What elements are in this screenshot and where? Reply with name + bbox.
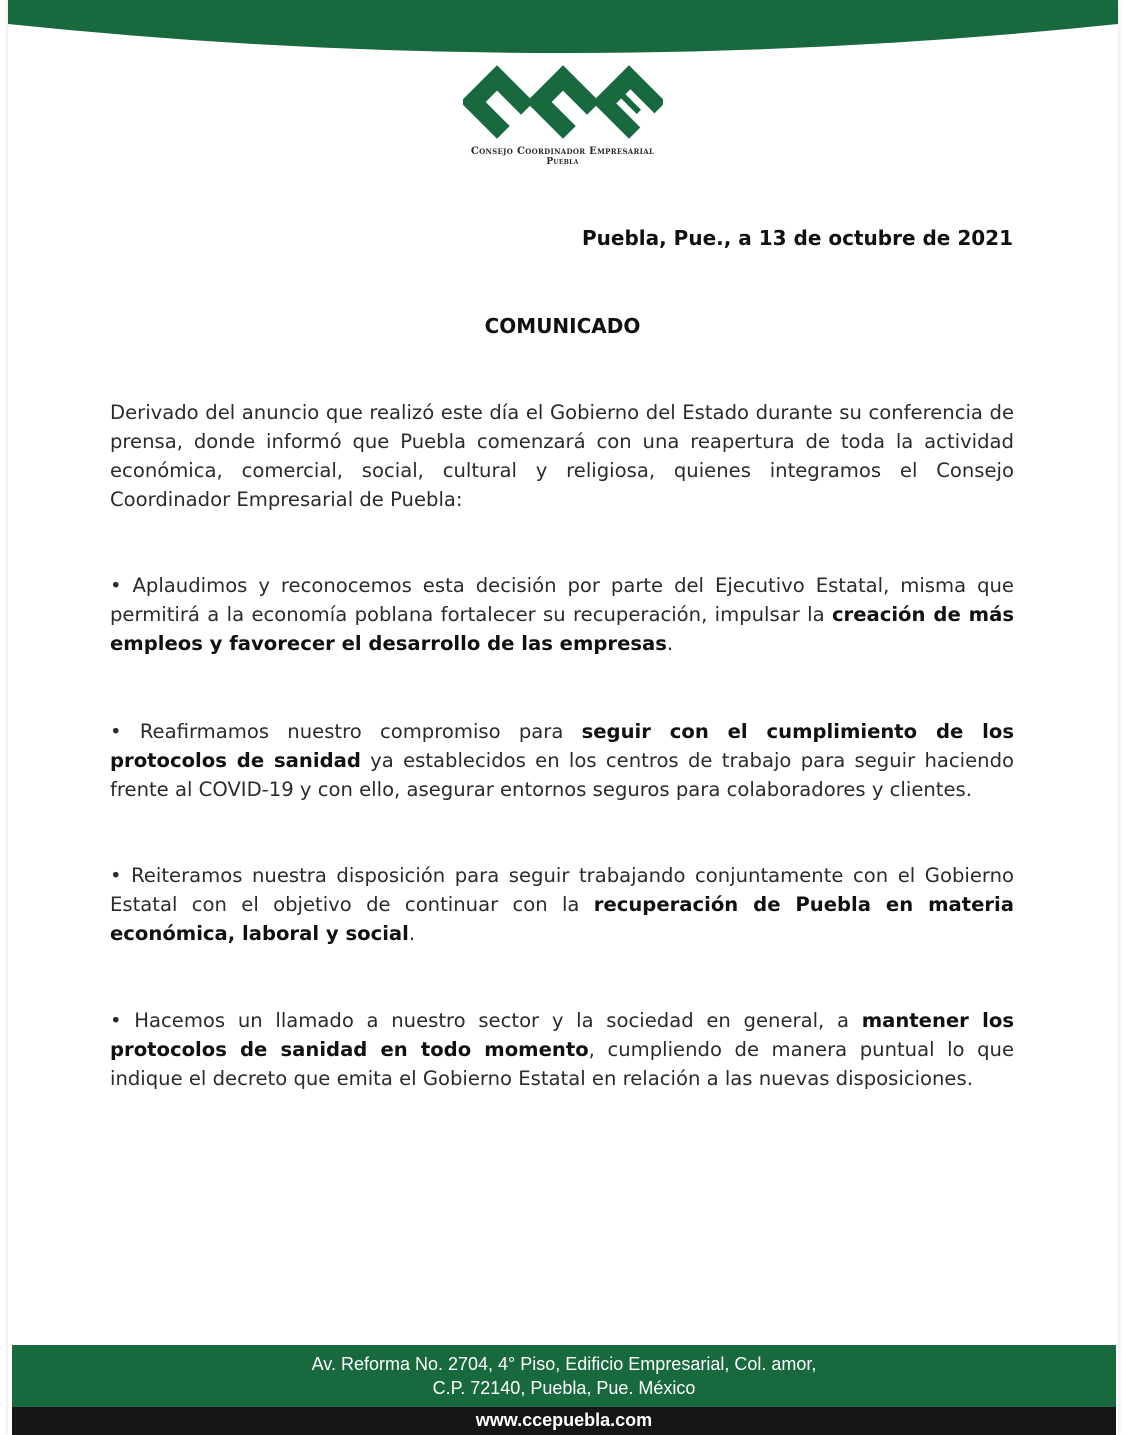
footer-website: www.ccepuebla.com bbox=[12, 1407, 1116, 1435]
header-green-band bbox=[8, 0, 1118, 56]
intro-paragraph: Derivado del anuncio que realizó este día el Gobierno del Estado durante su conferencia de prensa, donde informó que Puebla comenzará con una reapertura de toda la actividad económica, comercial, social, cultural y religiosa, quienes integramos el Consejo Coordinador Empresarial de Puebla: bbox=[110, 401, 1014, 511]
bullet-1-bold: creación de más empleos y favorecer el desarrollo de las empresas bbox=[110, 603, 1014, 655]
bullet-2-end: ya establecidos en los centros de trabajo para seguir haciendo frente al COVID-19 y con ello, asegurar entornos seguros para colaboradores y clientes. bbox=[110, 749, 1014, 801]
org-name: Consejo Coordinador Empresarial bbox=[470, 146, 655, 157]
bullet-3-text: • Reiteramos nuestra disposición para seguir trabajando conjuntamente con el Gobierno Estatal con el objetivo de continuar con la bbox=[110, 864, 1014, 916]
footer-address-line-1: Av. Reforma No. 2704, 4° Piso, Edificio Empresarial, Col. amor, bbox=[311, 1354, 817, 1374]
bullet-1-end: . bbox=[666, 632, 674, 655]
date-line: Puebla, Pue., a 13 de octubre de 2021 bbox=[581, 226, 1013, 250]
bullet-4-bold: mantener los protocolos de sanidad en todo momento bbox=[110, 1009, 1014, 1061]
cce-logo-mark bbox=[463, 62, 663, 142]
bullet-2-bold: seguir con el cumplimiento de los protocolos de sanidad bbox=[110, 720, 1014, 772]
footer-address-band bbox=[12, 1345, 1116, 1407]
bullet-paragraph-1 bbox=[110, 571, 1014, 658]
footer-address-line-2: C.P. 72140, Puebla, Pue. México bbox=[432, 1378, 696, 1398]
bullet-4-text: • Hacemos un llamado a nuestro sector y la sociedad en general, a bbox=[110, 1009, 862, 1032]
bullet-3-end: . bbox=[408, 922, 416, 945]
bullet-2-text: • Reafirmamos nuestro compromiso para bbox=[110, 720, 582, 743]
bullet-4-end: , cumpliendo de manera puntual lo que indique el decreto que emita el Gobierno Estatal en relación a las nuevas disposiciones. bbox=[110, 1038, 1014, 1090]
cce-logo bbox=[0, 62, 1125, 167]
document-title: COMUNICADO bbox=[484, 314, 641, 338]
bullet-1-text: • Aplaudimos y reconocemos esta decisión por parte del Ejecutivo Estatal, misma que permitirá a la economía poblana fortalecer su recuperación, impulsar la bbox=[110, 574, 1014, 626]
bullet-paragraph-3 bbox=[110, 861, 1014, 948]
bullet-3-bold: recuperación de Puebla en materia económica, laboral y social bbox=[110, 893, 1014, 945]
bullet-paragraph-4 bbox=[110, 1006, 1014, 1093]
org-city: Puebla bbox=[546, 157, 579, 167]
bullet-paragraph-2 bbox=[110, 717, 1014, 804]
